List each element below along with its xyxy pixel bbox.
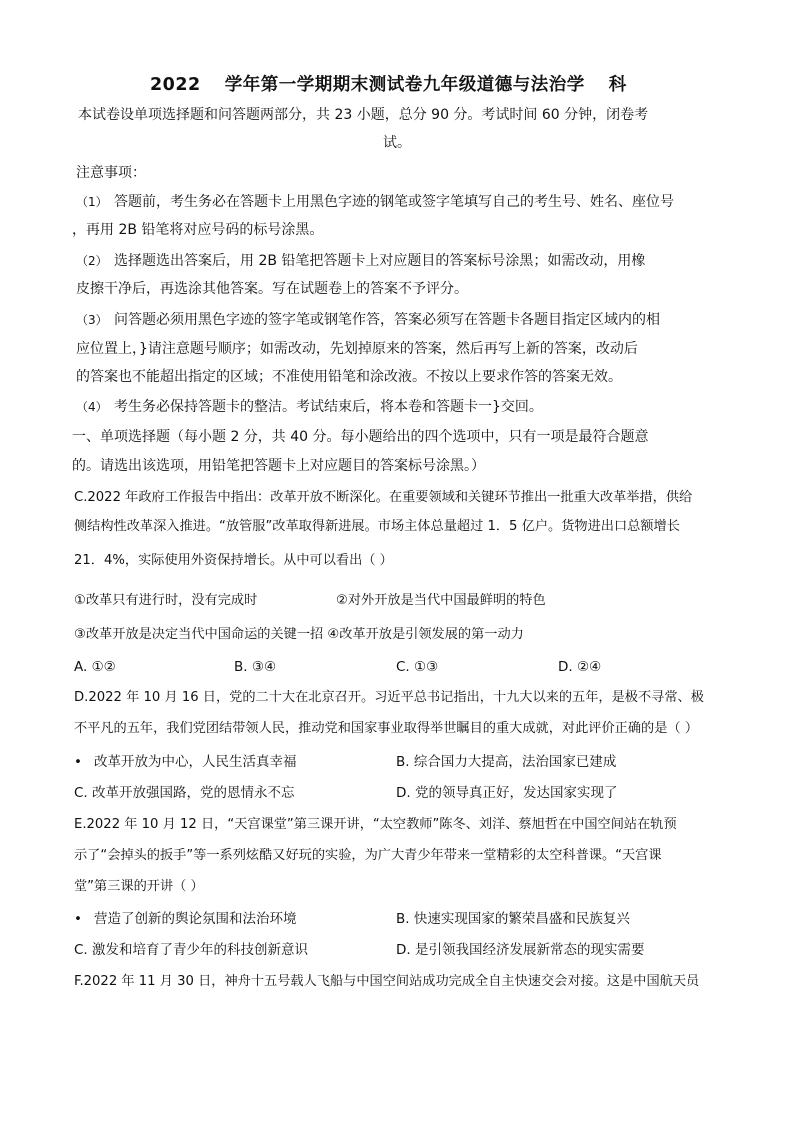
question-e-line-1: E.2022 年 10 月 12 日，“天宫课堂”第三课开讲，“太空教师”陈冬、刘洋、蔡旭哲在中国空间站在轨预 [74, 817, 677, 832]
statement-1: ①改革只有进行时，没有完成时 [74, 593, 258, 608]
notice-item-2-cont: 皮擦干净后，再选涂其他答案。写在试题卷上的答案不予评分。 [76, 281, 468, 297]
question-d-line-2: 不平凡的五年，我们党团结带领人民，推动党和国家事业取得举世瞩目的重大成就，对此评价正确的是（ ） [74, 721, 699, 736]
question-d-line-1: D.2022 年 10 月 16 日，党的二十大在北京召开。习近平总书记指出，十九大以来的五年，是极不寻常、极 [74, 690, 704, 705]
option-a[interactable] [74, 753, 297, 771]
notice-num: （3） [76, 313, 108, 327]
option-a-text: 改革开放为中心，人民生活真幸福 [94, 754, 297, 770]
notice-item-3-cont-1: 应位置上，}请注意题号顺序；如需改动，先划掉原来的答案，然后再写上新的答案，改动后 [76, 341, 638, 357]
title-main: 学年第一学期期末测试卷九年级道德与法治学 [224, 75, 585, 95]
notice-num: （4） [76, 400, 108, 414]
question-c-line-1: C.2022 年政府工作报告中指出：改革开放不断深化。在重要领域和关键环节推出一批重大改革举措，供给 [74, 490, 693, 505]
notice-item-1 [76, 193, 674, 211]
notice-item-1-cont: ，再用 2B 铅笔将对应号码的标号涂黑。 [72, 222, 324, 238]
option-d[interactable]: D. 是引领我国经济发展新常态的现实需要 [396, 942, 645, 958]
option-d[interactable]: D. ②④ [558, 659, 602, 675]
notice-heading: 注意事项： [76, 165, 146, 181]
notice-item-4 [76, 398, 543, 416]
option-c[interactable]: C. 激发和培育了青少年的科技创新意识 [74, 942, 309, 958]
option-b[interactable]: B. ③④ [234, 659, 277, 675]
option-c[interactable]: C. ①③ [396, 659, 439, 675]
notice-item-2 [76, 252, 645, 270]
option-a-text: 营造了创新的舆论氛围和法治环境 [94, 911, 297, 927]
option-c[interactable]: C. 改革开放强国路，党的恩情永不忘 [74, 785, 295, 801]
question-e-line-2: 示了“会掉头的扳手”等一系列炫酷又好玩的实验，为广大青少年带来一堂精彩的太空科普课。“天宫课 [74, 848, 662, 863]
intro-line-1: 本试卷设单项选择题和问答题两部分，共 23 小题，总分 90 分。考试时间 60 分钟，闭卷考 [78, 107, 649, 123]
option-a[interactable]: A. ①② [74, 659, 116, 675]
option-a[interactable] [74, 910, 297, 928]
notice-text: 问答题必须用黑色字迹的签字笔或钢笔作答，答案必须写在答题卡各题目指定区域内的相 [114, 312, 660, 328]
question-c-line-2: 侧结构性改革深入推进。“放管服”改革取得新进展。市场主体总量超过 1．5 亿户。货物进出口总额增长 [74, 519, 680, 534]
question-f-line-1: F.2022 年 11 月 30 日，神舟十五号载人飞船与中国空间站成功完成全自主快速交会对接。这是中国航天员 [74, 974, 700, 989]
option-b[interactable]: B. 综合国力大提高，法治国家已建成 [396, 754, 617, 770]
bullet-icon: • [74, 911, 82, 927]
notice-text: 考生务必保持答题卡的整洁。考试结束后，将本卷和答题卡一}交回。 [114, 399, 543, 415]
section-heading-line-1: 一、单项选择题（每小题 2 分，共 40 分。每小题给出的四个选项中，只有一项是最符合题意 [72, 429, 649, 445]
notice-text: 答题前，考生务必在答题卡上用黑色字迹的钢笔或签字笔填写自己的考生号、姓名、座位号 [114, 194, 674, 210]
title-year: 2022 [150, 75, 201, 95]
question-c-line-3: 21．4%，实际使用外资保持增长。从中可以看出（ ） [74, 553, 393, 568]
intro-line-2: 试。 [383, 135, 411, 151]
page-title [150, 76, 627, 94]
statement-2: ②对外开放是当代中国最鲜明的特色 [336, 593, 546, 608]
title-subject: 科 [608, 75, 627, 95]
statement-3-4: ③改革开放是决定当代中国命运的关键一招 ④改革开放是引领发展的第一动力 [74, 627, 524, 642]
option-b[interactable]: B. 快速实现国家的繁荣昌盛和民族复兴 [396, 911, 630, 927]
bullet-icon: • [74, 754, 82, 770]
notice-item-3 [76, 311, 660, 329]
notice-num: （2） [76, 254, 108, 268]
option-d[interactable]: D. 党的领导真正好，发达国家实现了 [396, 785, 618, 801]
notice-text: 选择题选出答案后，用 2B 铅笔把答题卡上对应题目的答案标号涂黑；如需改动，用橡 [114, 253, 646, 269]
notice-num: （1） [76, 195, 108, 209]
notice-item-3-cont-2: 的答案也不能超出指定的区域；不准使用铅笔和涂改液。不按以上要求作答的答案无效。 [76, 369, 622, 385]
question-e-line-3: 堂”第三课的开讲（ ） [74, 879, 204, 894]
section-heading-line-2: 的。请选出该选项，用铅笔把答题卡上对应题目的答案标号涂黑。） [72, 458, 485, 474]
